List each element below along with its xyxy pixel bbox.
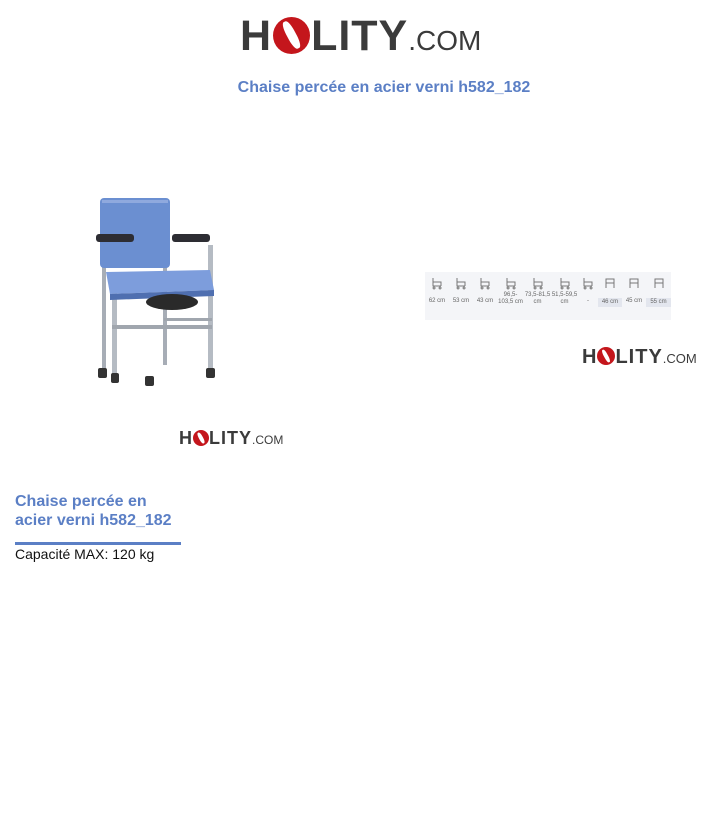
logo-text-suffix: LITY (209, 428, 252, 448)
dimension-cell (578, 272, 598, 320)
dimension-value: 62 cm (428, 298, 446, 304)
dimension-cell (551, 272, 578, 320)
dimension-value: 45 cm (625, 298, 643, 304)
logo-o-icon (193, 430, 209, 446)
dimension-cell (598, 272, 622, 320)
dimension-cell (449, 272, 473, 320)
dimension-cell (524, 272, 551, 320)
logo-text-prefix: H (240, 12, 273, 60)
dimension-value: 43 cm (476, 298, 494, 304)
chair-seat-height-icon (558, 276, 572, 290)
chair-seat-depth-icon (581, 276, 595, 290)
dimension-value: 73,5-81,5 cm (524, 292, 551, 305)
dimension-cell (646, 272, 671, 320)
logo-text-prefix: H (582, 346, 598, 368)
dimension-cell (425, 272, 449, 320)
frame-width-icon (603, 276, 617, 290)
dimension-value: 46 cm (598, 298, 622, 307)
logo-text-suffix: LITY (615, 346, 663, 368)
frame-height-icon (652, 276, 666, 290)
logo-text-suffix: LITY (311, 12, 409, 60)
logo-text-prefix: H (179, 428, 193, 448)
logo-tld: .COM (662, 351, 697, 366)
chair-width-icon (430, 276, 444, 290)
dimension-value: 96,5-103,5 cm (498, 292, 523, 305)
holity-logo-small (179, 428, 283, 449)
dimension-value: 53 cm (452, 298, 470, 304)
dimension-value: 55 cm (646, 298, 671, 307)
commode-chair-image (90, 190, 230, 400)
logo-o-icon (597, 347, 615, 365)
logo-tld: .COM (408, 25, 482, 56)
logo-tld: .COM (252, 433, 284, 447)
holity-logo-small (582, 345, 697, 369)
capacity-text: Capacité MAX: 120 kg (15, 546, 155, 562)
dimensions-table (425, 272, 671, 320)
chair-seat-width-icon (478, 276, 492, 290)
chair-depth-icon (454, 276, 468, 290)
dimension-value: 51,5-59,5 cm (551, 292, 578, 305)
title-divider (15, 542, 181, 545)
dimension-cell (473, 272, 497, 320)
frame-inner-width-icon (627, 276, 641, 290)
logo-o-icon (273, 17, 310, 54)
dimension-cell (497, 272, 524, 320)
dimension-cell (622, 272, 646, 320)
page-title: Chaise percée en acier verni h582_182 (237, 79, 531, 96)
chair-armrest-height-icon (531, 276, 545, 290)
product-title: Chaise percée en acier verni h582_182 (15, 493, 172, 529)
chair-height-icon (504, 276, 518, 290)
holity-logo[interactable] (240, 12, 481, 61)
dimension-value: - (587, 298, 589, 304)
